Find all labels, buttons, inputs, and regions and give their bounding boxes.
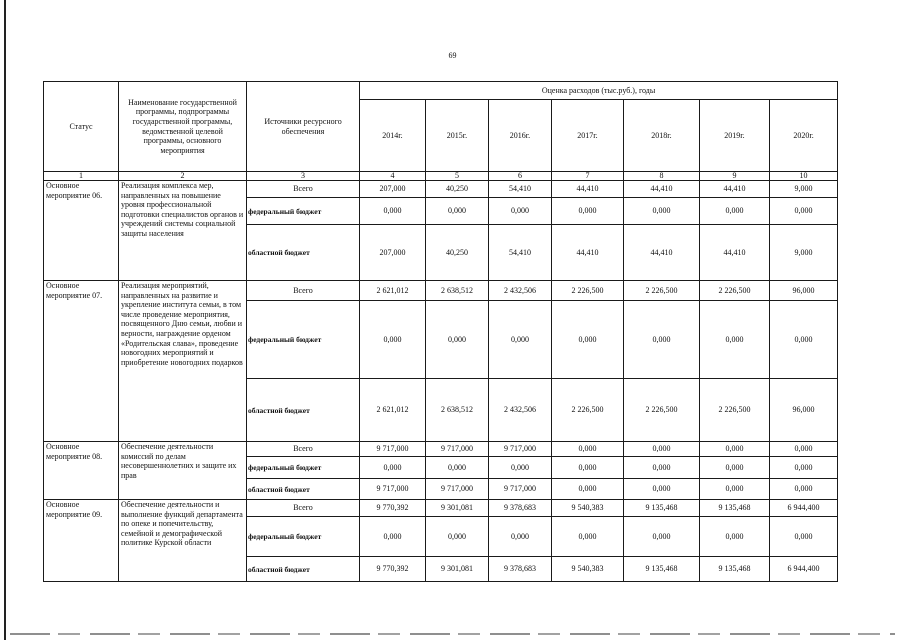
- funding-source-cell: областной бюджет: [247, 479, 360, 500]
- expense-value-cell: 44,410: [624, 181, 700, 198]
- column-number: 2: [119, 172, 247, 181]
- header-name: Наименование государственной программы, подпрограммы государственной программы, ведомственной целевой программы, основного мероприятия: [119, 82, 247, 172]
- expense-value-cell: 9 301,081: [426, 500, 489, 517]
- expense-value-cell: 2 432,506: [489, 281, 552, 301]
- expense-value-cell: 0,000: [700, 457, 770, 479]
- expense-value-cell: 0,000: [489, 517, 552, 557]
- status-cell: Основное мероприятие 06.: [44, 181, 119, 281]
- expense-value-cell: 9 135,468: [700, 557, 770, 582]
- page-number: 69: [448, 51, 457, 60]
- expense-value-cell: 0,000: [360, 301, 426, 379]
- column-number: 8: [624, 172, 700, 181]
- expense-value-cell: 0,000: [700, 442, 770, 457]
- header-year: 2018г.: [624, 100, 700, 172]
- expense-value-cell: 0,000: [552, 301, 624, 379]
- expense-value-cell: 0,000: [700, 517, 770, 557]
- expense-value-cell: 2 226,500: [552, 379, 624, 442]
- measure-name-cell: Обеспечение деятельности и выполнение функций департамента по опеке и попечительству, семейной и демографической политике Курской области: [119, 500, 247, 582]
- expense-value-cell: 40,250: [426, 181, 489, 198]
- status-cell: Основное мероприятие 07.: [44, 281, 119, 442]
- expense-value-cell: 9 301,081: [426, 557, 489, 582]
- expense-value-cell: 9 717,000: [489, 479, 552, 500]
- expense-value-cell: 9 717,000: [426, 442, 489, 457]
- expense-value-cell: 207,000: [360, 181, 426, 198]
- column-number: 1: [44, 172, 119, 181]
- budget-table: [43, 81, 838, 582]
- table-body: [44, 181, 838, 582]
- expense-value-cell: 0,000: [700, 198, 770, 225]
- expense-value-cell: 9 135,468: [624, 557, 700, 582]
- expense-value-cell: 54,410: [489, 181, 552, 198]
- expense-value-cell: 9 717,000: [360, 442, 426, 457]
- funding-source-cell: областной бюджет: [247, 557, 360, 582]
- expense-value-cell: 9 717,000: [360, 479, 426, 500]
- expense-value-cell: 2 638,512: [426, 281, 489, 301]
- scan-left-edge-line: [4, 0, 6, 640]
- expense-value-cell: 54,410: [489, 225, 552, 281]
- expense-value-cell: 0,000: [552, 479, 624, 500]
- expense-value-cell: 6 944,400: [770, 557, 838, 582]
- expense-value-cell: 9 717,000: [426, 479, 489, 500]
- funding-source-cell: областной бюджет: [247, 379, 360, 442]
- expense-value-cell: 0,000: [770, 442, 838, 457]
- funding-source-cell: областной бюджет: [247, 225, 360, 281]
- expense-value-cell: 0,000: [700, 479, 770, 500]
- expense-value-cell: 96,000: [770, 281, 838, 301]
- funding-source-cell: Всего: [247, 281, 360, 301]
- column-number: 3: [247, 172, 360, 181]
- expense-value-cell: 9 540,383: [552, 557, 624, 582]
- header-year: 2019г.: [700, 100, 770, 172]
- funding-source-cell: Всего: [247, 181, 360, 198]
- expense-value-cell: 0,000: [624, 457, 700, 479]
- funding-source-cell: федеральный бюджет: [247, 198, 360, 225]
- measure-name-cell: Обеспечение деятельности комиссий по делам несовершеннолетних и защите их прав: [119, 442, 247, 500]
- table-row: [44, 181, 838, 198]
- expense-value-cell: 0,000: [624, 301, 700, 379]
- expense-value-cell: 44,410: [700, 225, 770, 281]
- status-cell: Основное мероприятие 09.: [44, 500, 119, 582]
- expense-value-cell: 0,000: [360, 457, 426, 479]
- expense-value-cell: 9 770,392: [360, 500, 426, 517]
- expense-value-cell: 44,410: [552, 225, 624, 281]
- expense-value-cell: 0,000: [489, 457, 552, 479]
- expense-value-cell: 0,000: [552, 517, 624, 557]
- expense-value-cell: 0,000: [426, 301, 489, 379]
- header-year: 2020г.: [770, 100, 838, 172]
- expense-value-cell: 9 135,468: [700, 500, 770, 517]
- column-number: 7: [552, 172, 624, 181]
- expense-value-cell: 0,000: [624, 198, 700, 225]
- expense-value-cell: 0,000: [770, 457, 838, 479]
- expense-value-cell: 0,000: [624, 517, 700, 557]
- column-number: 4: [360, 172, 426, 181]
- table-row: [44, 442, 838, 457]
- expense-value-cell: 0,000: [489, 198, 552, 225]
- expense-value-cell: 9,000: [770, 181, 838, 198]
- header-source: Источники ресурсного обеспечения: [247, 82, 360, 172]
- measure-name-cell: Реализация комплекса мер, направленных на повышение уровня профессиональной подготовки специалистов органов и учреждений системы социальной защиты населения: [119, 181, 247, 281]
- expense-value-cell: 2 226,500: [700, 379, 770, 442]
- expense-value-cell: 44,410: [624, 225, 700, 281]
- header-year: 2014г.: [360, 100, 426, 172]
- expense-value-cell: 0,000: [360, 198, 426, 225]
- expense-value-cell: 6 944,400: [770, 500, 838, 517]
- expense-value-cell: 0,000: [700, 301, 770, 379]
- funding-source-cell: Всего: [247, 500, 360, 517]
- expense-value-cell: 96,000: [770, 379, 838, 442]
- expense-value-cell: 0,000: [360, 517, 426, 557]
- measure-name-cell: Реализация мероприятий, направленных на развитие и укрепление института семьи, в том числе проведение мероприятия, посвященного Дню семьи, любви и верности, награждение орденом «Родительская слава», проведение новогодних мероприятий и приобретение новогодних подарков: [119, 281, 247, 442]
- header-status: Статус: [44, 82, 119, 172]
- header-year: 2015г.: [426, 100, 489, 172]
- expense-value-cell: 9 540,383: [552, 500, 624, 517]
- expense-value-cell: 0,000: [624, 442, 700, 457]
- expense-value-cell: 0,000: [770, 517, 838, 557]
- status-cell: Основное мероприятие 08.: [44, 442, 119, 500]
- expense-value-cell: 2 621,012: [360, 379, 426, 442]
- expense-value-cell: 0,000: [426, 457, 489, 479]
- expense-value-cell: 9 770,392: [360, 557, 426, 582]
- expense-value-cell: 0,000: [489, 301, 552, 379]
- expense-value-cell: 44,410: [552, 181, 624, 198]
- expense-value-cell: 2 432,506: [489, 379, 552, 442]
- expense-value-cell: 2 638,512: [426, 379, 489, 442]
- expense-value-cell: 0,000: [426, 198, 489, 225]
- expense-value-cell: 0,000: [770, 301, 838, 379]
- funding-source-cell: федеральный бюджет: [247, 301, 360, 379]
- funding-source-cell: федеральный бюджет: [247, 517, 360, 557]
- expense-value-cell: 44,410: [700, 181, 770, 198]
- expense-value-cell: 0,000: [624, 479, 700, 500]
- table-row: [44, 281, 838, 301]
- expense-value-cell: 0,000: [552, 442, 624, 457]
- expense-value-cell: 0,000: [770, 479, 838, 500]
- expense-value-cell: 9,000: [770, 225, 838, 281]
- expense-value-cell: 9 378,683: [489, 500, 552, 517]
- expense-value-cell: 0,000: [426, 517, 489, 557]
- expense-value-cell: 2 226,500: [552, 281, 624, 301]
- expense-value-cell: 2 226,500: [624, 281, 700, 301]
- expense-value-cell: 0,000: [552, 198, 624, 225]
- header-estimate: Оценка расходов (тыс.руб.), годы: [360, 82, 838, 100]
- header-year: 2016г.: [489, 100, 552, 172]
- column-number: 9: [700, 172, 770, 181]
- funding-source-cell: федеральный бюджет: [247, 457, 360, 479]
- expense-value-cell: 2 226,500: [624, 379, 700, 442]
- column-number: 6: [489, 172, 552, 181]
- expense-value-cell: 0,000: [552, 457, 624, 479]
- expense-value-cell: 9 717,000: [489, 442, 552, 457]
- expense-value-cell: 9 135,468: [624, 500, 700, 517]
- expense-value-cell: 2 621,012: [360, 281, 426, 301]
- column-number: 5: [426, 172, 489, 181]
- column-number: 10: [770, 172, 838, 181]
- scan-bottom-edge-line: [10, 633, 895, 635]
- expense-value-cell: 40,250: [426, 225, 489, 281]
- expense-value-cell: 9 378,683: [489, 557, 552, 582]
- funding-source-cell: Всего: [247, 442, 360, 457]
- expense-value-cell: 0,000: [770, 198, 838, 225]
- expense-value-cell: 207,000: [360, 225, 426, 281]
- expense-value-cell: 2 226,500: [700, 281, 770, 301]
- header-year: 2017г.: [552, 100, 624, 172]
- table-row: [44, 500, 838, 517]
